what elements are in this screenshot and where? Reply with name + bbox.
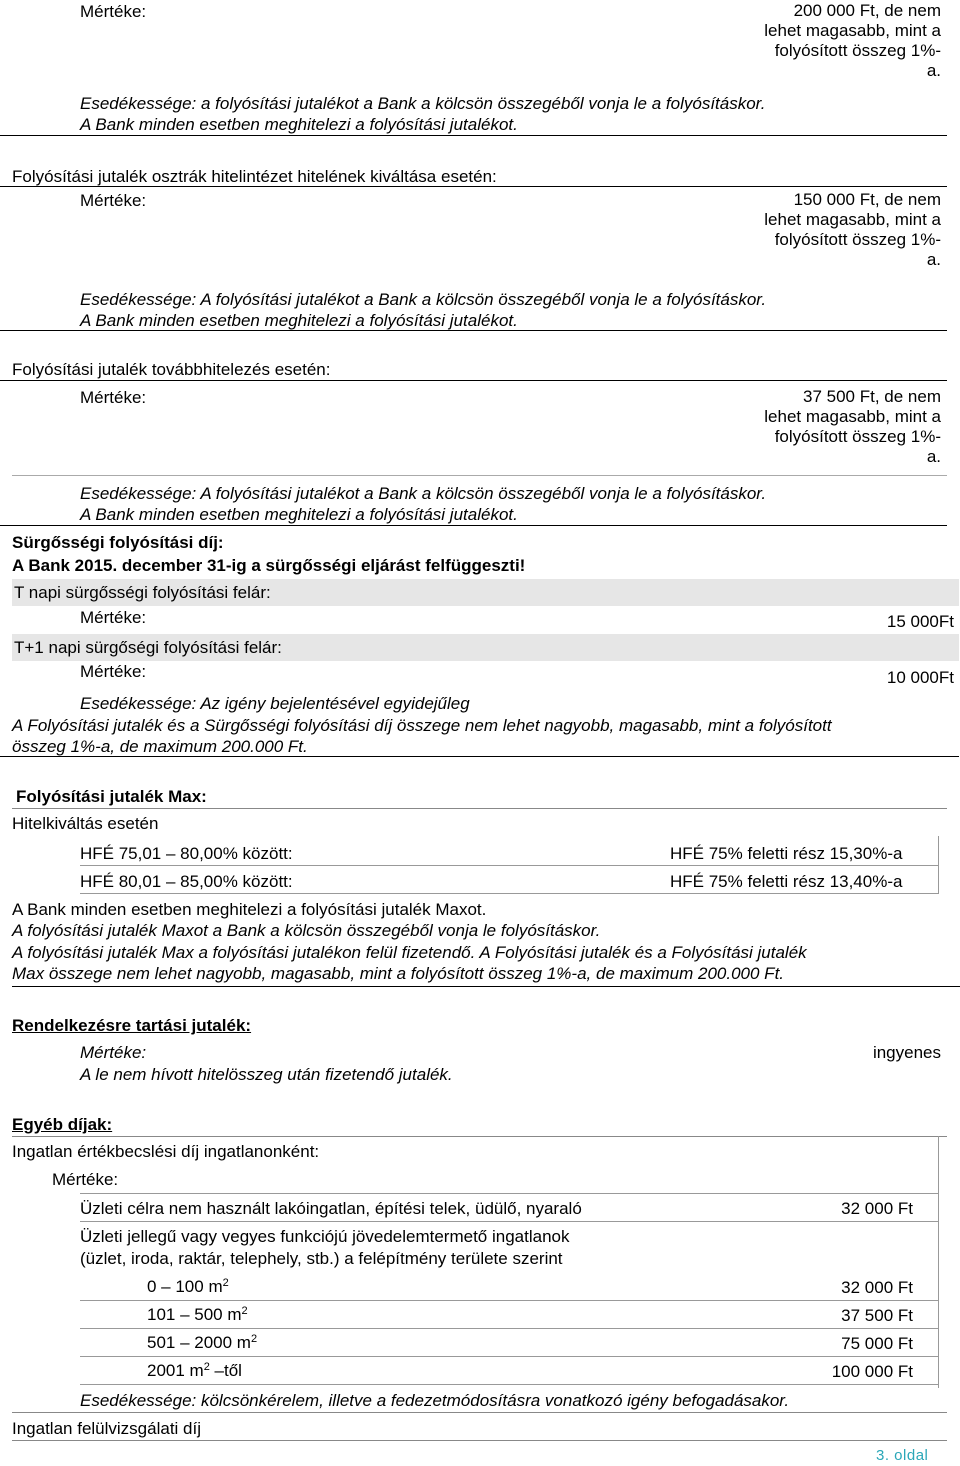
divider xyxy=(80,1328,938,1329)
s4-title: Sürgősségi folyósítási díj: xyxy=(12,533,224,552)
table-border xyxy=(938,1136,939,1388)
s4-t-label: Mértéke: xyxy=(80,608,147,627)
s5-note2: A folyósítási jutalék Maxot a Bank a kölcsön összegéből vonja le folyósításkor. xyxy=(12,921,601,940)
s3-due: Esedékessége: A folyósítási jutalékot a Bank a kölcsön összegéből vonja le a folyósításkor. xyxy=(80,484,767,503)
s7-item2-l2: (üzlet, iroda, raktár, telephely, stb.) a felépítmény területe szerint xyxy=(80,1249,563,1268)
s7-sub1: Ingatlan értékbecslési díj ingatlanonként: xyxy=(12,1142,320,1161)
s7-item2-l1: Üzleti jellegű vagy vegyes funkciójú jövedelemtermető ingatlanok xyxy=(80,1227,570,1246)
s5-subtitle: Hitelkiváltás esetén xyxy=(12,814,159,833)
divider xyxy=(0,525,947,526)
s3-title: Folyósítási jutalék továbbhitelezés esetén: xyxy=(12,360,331,379)
s2-label: Mértéke: xyxy=(80,191,147,210)
s7-tier-amount: 37 500 Ft xyxy=(841,1306,913,1325)
s4-t-amount: 15 000Ft xyxy=(886,612,954,631)
s4-t1-title: T+1 napi sürgőségi folyósítási felár: xyxy=(14,638,282,657)
s7-due: Esedékessége: kölcsönkérelem, illetve a fedezetmódosításra vonatkozó igény befogadásakor. xyxy=(80,1391,790,1410)
divider xyxy=(12,1440,947,1441)
divider xyxy=(12,808,947,809)
divider xyxy=(80,1193,938,1194)
divider xyxy=(0,756,959,757)
s3-note: A Bank minden esetben meghitelezi a folyósítási jutalékot. xyxy=(80,505,518,524)
s6-note: A le nem hívott hitelösszeg után fizetendő jutalék. xyxy=(80,1065,453,1084)
divider xyxy=(0,186,947,187)
s4-note-l1: A Folyósítási jutalék és a Sürgősségi folyósítási díj összege nem lehet nagyobb, magasabb, mint a folyósított xyxy=(12,716,832,735)
divider xyxy=(80,1221,938,1222)
divider xyxy=(80,1356,938,1357)
divider xyxy=(12,475,947,476)
divider xyxy=(80,1384,938,1385)
divider xyxy=(12,1136,947,1137)
s7-tier-amount: 75 000 Ft xyxy=(841,1334,913,1353)
s4-due: Esedékessége: Az igény bejelentésével egyidejűleg xyxy=(80,694,470,713)
s2-title: Folyósítási jutalék osztrák hitelintézet hitelének kiváltása esetén: xyxy=(12,167,497,186)
divider xyxy=(0,380,947,381)
s7-title: Egyéb díjak: xyxy=(12,1115,113,1134)
s5-note3-l1: A folyósítási jutalék Max a folyósítási jutalékon felül fizetendő. A Folyósítási jutalék és a Folyósítási jutalék xyxy=(12,943,807,962)
page-number: 3. oldal xyxy=(876,1447,929,1464)
s7-tier-range: 0 – 100 $m^2$ xyxy=(147,1277,229,1296)
s5-row-value: HFÉ 75% feletti rész 13,40%-a xyxy=(670,872,903,891)
divider xyxy=(80,1300,938,1301)
divider xyxy=(80,865,938,866)
s5-title: Folyósítási jutalék Max: xyxy=(16,787,207,806)
s7-tier-amount: 100 000 Ft xyxy=(831,1362,913,1381)
s5-row-value: HFÉ 75% feletti rész 15,30%-a xyxy=(670,844,903,863)
s5-note3-l2: Max összege nem lehet nagyobb, magasabb, mint a folyósított összeg 1%-a, de maximum 200.000 Ft. xyxy=(12,964,785,983)
divider xyxy=(80,893,938,894)
divider xyxy=(0,135,947,136)
s4-t-title: T napi sürgősségi folyósítási felár: xyxy=(14,583,271,602)
s4-note-l2: összeg 1%-a, de maximum 200.000 Ft. xyxy=(12,737,308,756)
table-border xyxy=(938,836,939,894)
s2-due: Esedékessége: A folyósítási jutalékot a Bank a kölcsön összegéből vonja le a folyósításkor. xyxy=(80,290,767,309)
s6-value: ingyenes xyxy=(872,1043,941,1062)
divider xyxy=(12,986,960,987)
s7-label: Mértéke: xyxy=(52,1170,119,1189)
s1-amount: 200 000 Ft, de nem lehet magasabb, mint a folyósított összeg 1%- a. xyxy=(764,1,941,80)
s1-note: A Bank minden esetben meghitelezi a folyósítási jutalékot. xyxy=(80,115,518,134)
s3-amount: 37 500 Ft, de nem lehet magasabb, mint a folyósított összeg 1%- a. xyxy=(764,387,941,466)
s2-note: A Bank minden esetben meghitelezi a folyósítási jutalékot. xyxy=(80,311,518,330)
s7-tier-amount: 32 000 Ft xyxy=(841,1278,913,1297)
s7-tier-range: 2001 $m^2$ –től xyxy=(147,1361,242,1380)
s4-t1-label: Mértéke: xyxy=(80,662,147,681)
s2-amount: 150 000 Ft, de nem lehet magasabb, mint a folyósított összeg 1%- a. xyxy=(764,190,941,269)
s5-row-range: HFÉ 80,01 – 85,00% között: xyxy=(80,872,293,891)
s7-item1-amount: 32 000 Ft xyxy=(841,1199,913,1218)
s7-sub2: Ingatlan felülvizsgálati díj xyxy=(12,1419,202,1438)
divider xyxy=(12,1412,947,1413)
s4-t1-amount: 10 000Ft xyxy=(886,668,954,687)
s7-tier-range: 101 – 500 $m^2$ xyxy=(147,1305,248,1324)
s5-note1: A Bank minden esetben meghitelezi a folyósítási jutalék Maxot. xyxy=(12,900,487,919)
s6-title: Rendelkezésre tartási jutalék: xyxy=(12,1016,252,1035)
divider xyxy=(0,330,947,331)
s5-row-range: HFÉ 75,01 – 80,00% között: xyxy=(80,844,293,863)
s1-label: Mértéke: xyxy=(80,2,147,21)
s1-due: Esedékessége: a folyósítási jutalékot a Bank a kölcsön összegéből vonja le a folyósításkor. xyxy=(80,94,766,113)
s4-notice: A Bank 2015. december 31-ig a sürgősségi eljárást felfüggeszti! xyxy=(12,556,526,575)
s6-label: Mértéke: xyxy=(80,1043,147,1062)
s7-tier-range: 501 – 2000 $m^2$ xyxy=(147,1333,258,1352)
s7-item1: Üzleti célra nem használt lakóingatlan, építési telek, üdülő, nyaraló xyxy=(80,1199,582,1218)
s3-label: Mértéke: xyxy=(80,388,147,407)
